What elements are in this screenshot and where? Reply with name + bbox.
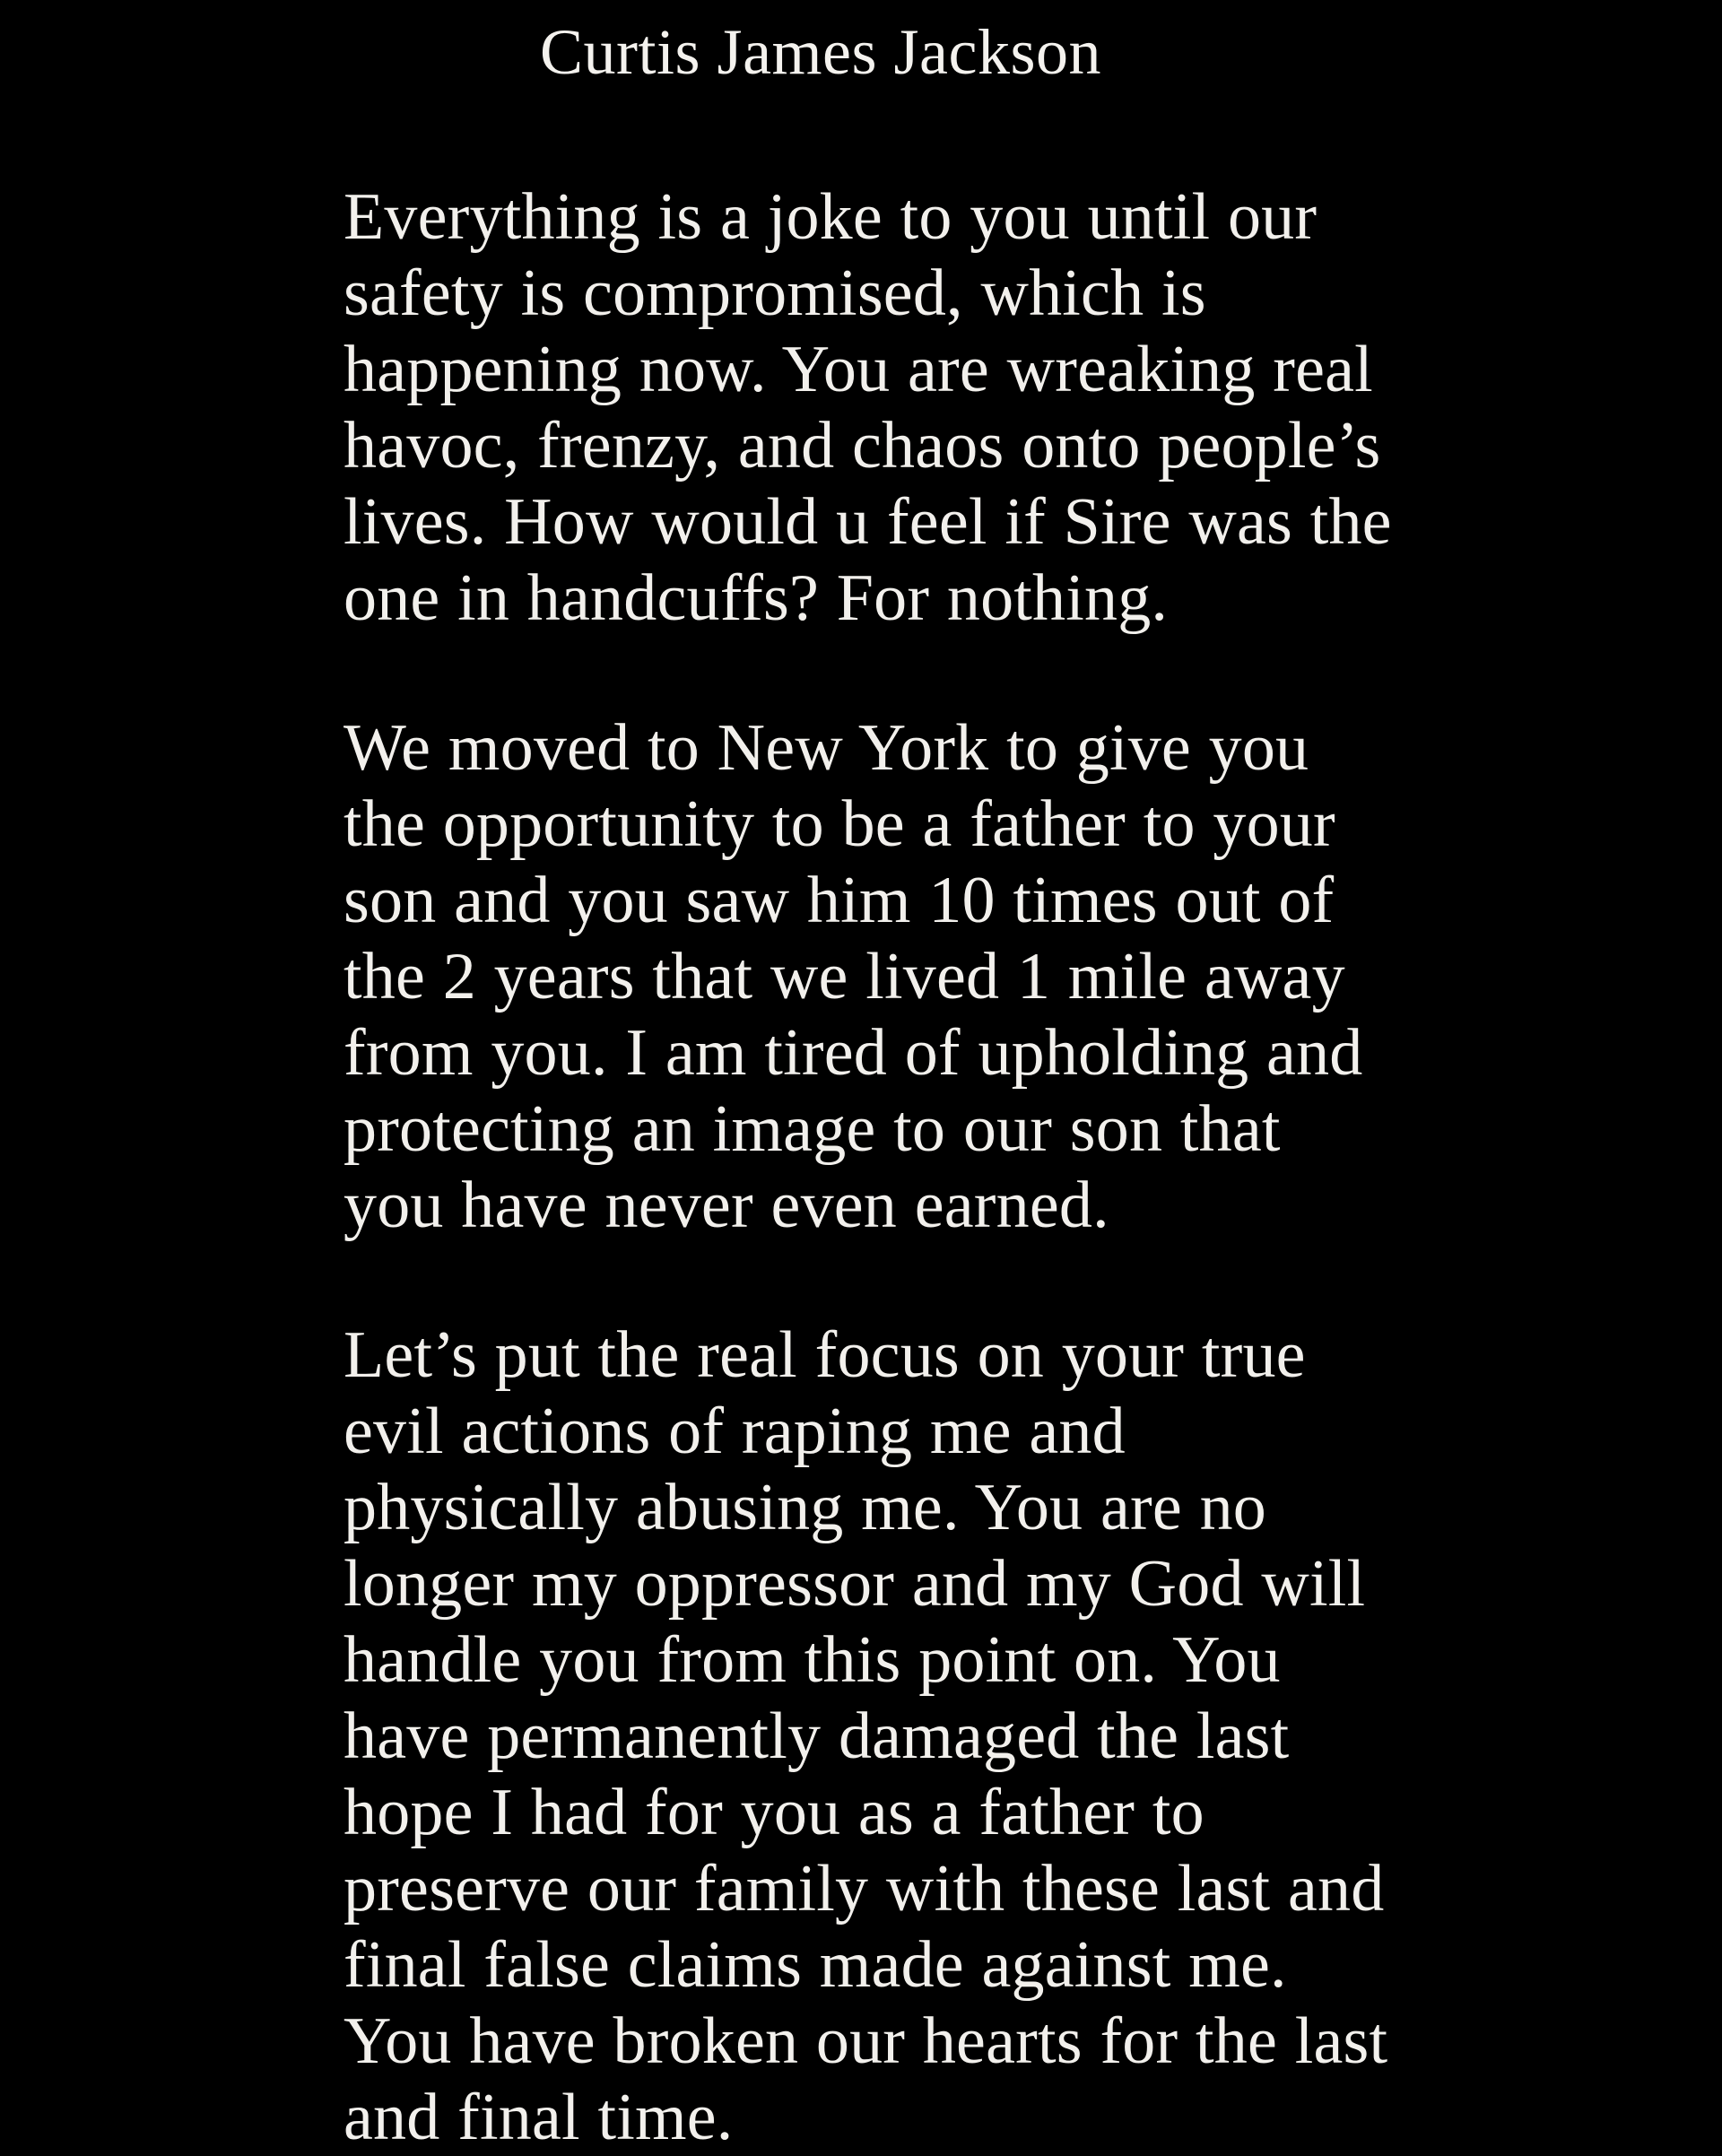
paragraph: Let’s put the real focus on your true evil actions of raping me and physically abusing me. You are no longer my oppressor and my God will handle you from this point on. You have permanently damaged the last hope I had for you as a father to preserve our family with these last and final false claims made against me. You have broken our hearts for the last and final time. bbox=[344, 1318, 1388, 2154]
post-body bbox=[344, 179, 1393, 2156]
page-title: Curtis James Jackson bbox=[540, 16, 1101, 88]
paragraph: We moved to New York to give you the opportunity to be a father to your son and you saw him 10 times out of the 2 years that we lived 1 mile away from you. I am tired of upholding and protecting an image to our son that you have never even earned. bbox=[344, 711, 1363, 1242]
paragraph: Everything is a joke to you until our safety is compromised, which is happening now. You are wreaking real havoc, frenzy, and chaos onto people’s lives. How would u feel if Sire was the one in handcuffs? For nothing. bbox=[344, 180, 1392, 635]
